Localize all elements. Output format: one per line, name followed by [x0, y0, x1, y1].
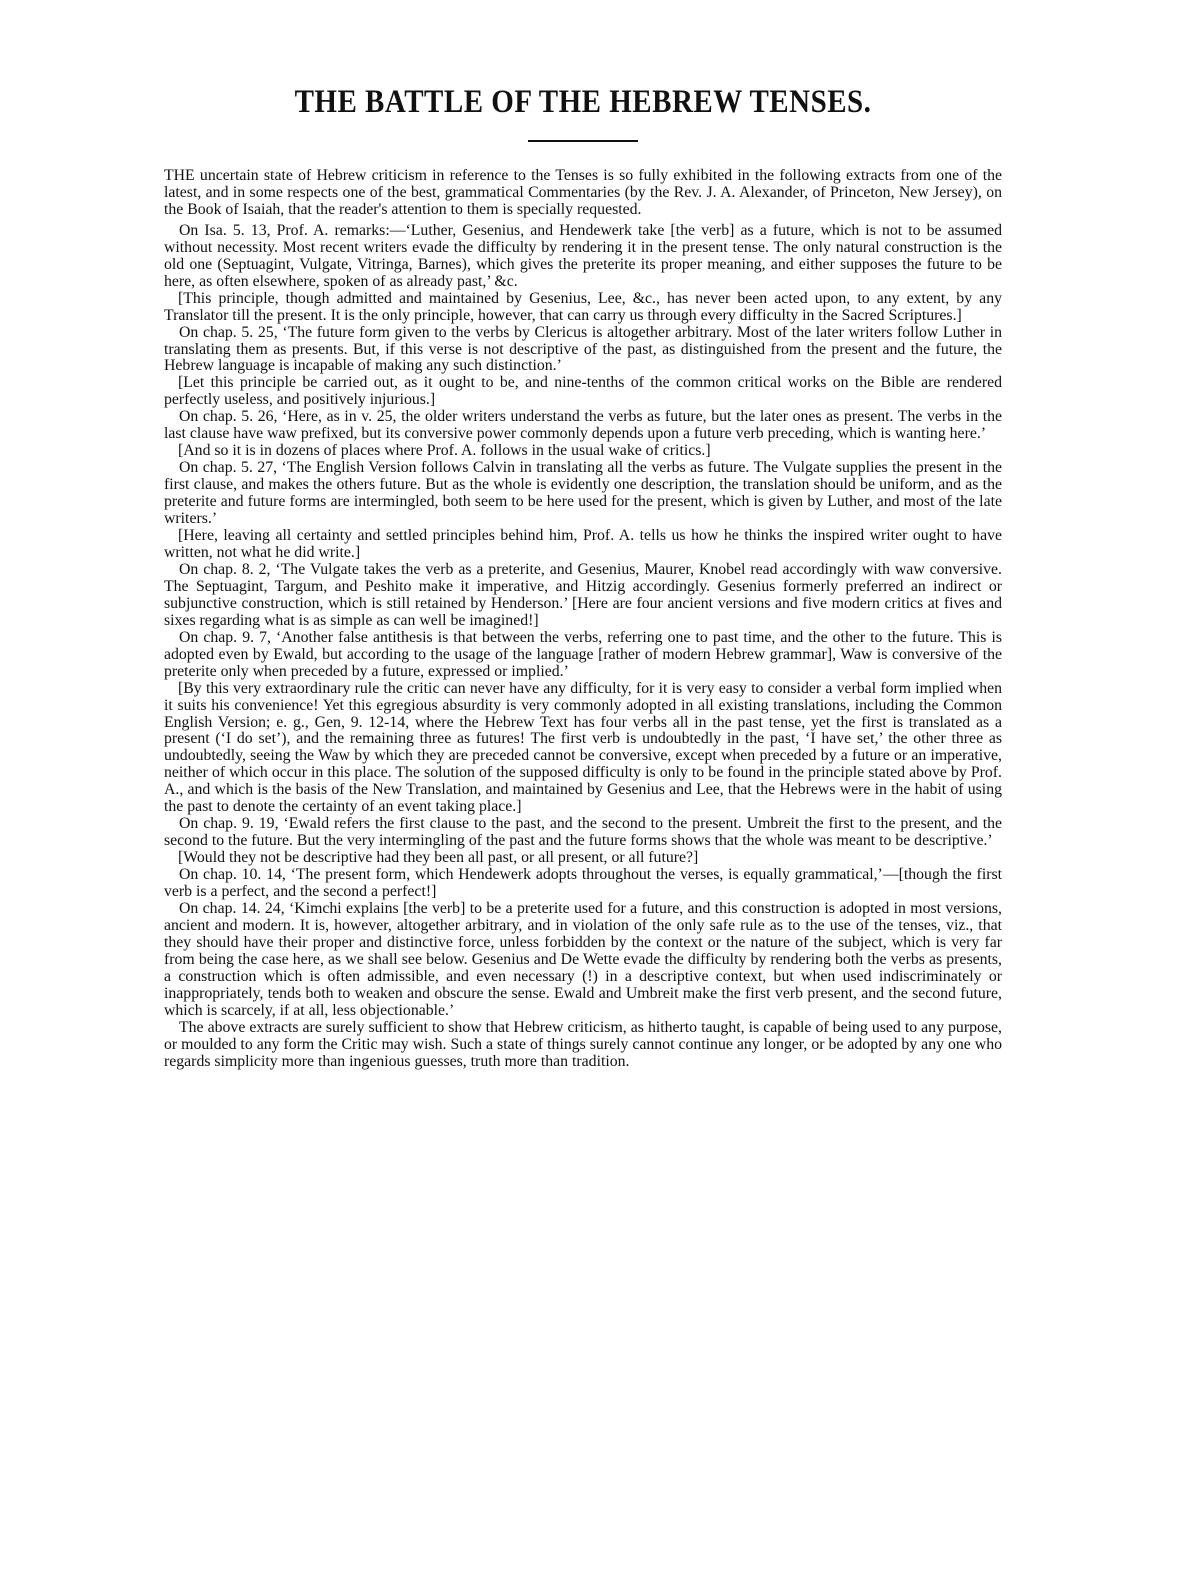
paragraph-chap-8-2: On chap. 8. 2, ‘The Vulgate takes the verb as a preterite, and Gesenius, Maurer, Knobel read accordingly with waw conversive. The Septuagint, Targum, and Peshito make it imperative, and Hitzig accordingly. Gesenius formerly preferred an indirect or subjunctive construction, which is still retained by Henderson.’ [Here are four ancient versions and five modern critics at fives and sixes regarding what is as simple as can well be imagined!]: [164, 560, 1002, 629]
paragraph-chap-5-25: On chap. 5. 25, ‘The future form given to the verbs by Clericus is altogether arbitrary. Most of the later writers follow Luther in translating them as presents. But, if this verse is not descriptive of the past, as distinguished from the present and the future, the Hebrew language is incapable of making any such distinction.’: [164, 323, 1002, 375]
paragraph-comment: [And so it is in dozens of places where Prof. A. follows in the usual wake of critics.]: [178, 442, 711, 460]
page-title: THE BATTLE OF THE HEBREW TENSES.: [294, 84, 872, 121]
page: [164, 82, 1002, 1071]
paragraph-comment: [Here, leaving all certainty and settled principles behind him, Prof. A. tells us how he thinks the inspired writer ought to have written, not what he did write.]: [164, 527, 1002, 561]
title-rule: [528, 140, 638, 142]
paragraph-comment: [Let this principle be carried out, as it ought to be, and nine-tenths of the common critical works on the Bible are rendered perfectly useless, and positively injurious.]: [164, 374, 1002, 409]
paragraph-chap-5-26: On chap. 5. 26, ‘Here, as in v. 25, the older writers understand the verbs as future, but the later ones as present. The verbs in the last clause have waw prefixed, but its conversive power commonly depends upon a future verb preceding, which is wanting here.’: [164, 408, 1002, 443]
paragraph-chap-9-7: On chap. 9. 7, ‘Another false antithesis is that between the verbs, referring one to past time, and the other to the future. This is adopted even by Ewald, but according to the usage of the language [rather of modern Hebrew grammar], Waw is conversive of the preterite only when preceded by a future, expressed or implied.’: [164, 628, 1002, 680]
paragraph-chap-5-27: On chap. 5. 27, ‘The English Version follows Calvin in translating all the verbs as future. The Vulgate supplies the present in the first clause, and makes the others future. But as the whole is evidently one description, the translation should be uniform, and as the preterite and future forms are intermingled, both seem to be here used for the present, which is given by Luther, and most of the late writers.’: [164, 459, 1002, 528]
paragraph-chap-14-24: On chap. 14. 24, ‘Kimchi explains [the verb] to be a preterite used for a future, and this construction is adopted in most versions, ancient and modern. It is, however, altogether arbitrary, and in violation of the only safe rule as to the use of the tenses, viz., that they should have their proper and distinctive force, unless forbidden by the context or the nature of the subject, which is very far from being the case here, as we shall see below. Gesenius and De Wette evade the difficulty by rendering both the verbs as presents, a construction which is often admissible, and even necessary (!) in a descriptive context, but when used indiscriminately or inappropriately, tends both to weaken and obscure the sense. Ewald and Umbreit make the first verb present, and the second future, which is scarcely, if at all, less objectionable.’: [164, 899, 1002, 1019]
paragraph-comment: [By this very extraordinary rule the critic can never have any difficulty, for it is very easy to consider a verbal form implied when it suits his convenience! Yet this egregious absurdity is very commonly adopted in all existing translations, including the Common English Version; e. g., Gen, 9. 12-14, where the Hebrew Text has four verbs all in the past tense, yet the first is translated as a present (‘I do set’), and the remaining three as futures! The first verb is undoubtedly in the past, ‘I have set,’ the other three as undoubtedly, seeing the Waw by which they are preceded cannot be conversive, except when preceded by a future or an imperative, neither of which occur in this place. The solution of the supposed difficulty is only to be found in the principle stated above by Prof. A., and which is the basis of the New Translation, and maintained by Gesenius and Lee, that the Hebrews were in the habit of using the past to denote the certainty of an event taking place.]: [164, 679, 1002, 816]
paragraph-comment: [Would they not be descriptive had they been all past, or all present, or all future?]: [178, 849, 699, 867]
paragraph-comment: [This principle, though admitted and maintained by Gesenius, Lee, &c., has never been acted upon, to any extent, by any Translator till the present. It is the only principle, however, that can carry us through every difficulty in the Sacred Scriptures.]: [164, 289, 1002, 324]
paragraph-chap-9-19: On chap. 9. 19, ‘Ewald refers the first clause to the past, and the second to the present. Umbreit the first to the present, and the second to the future. But the very intermingling of the past and the future forms shows that the whole was meant to be descriptive.’: [164, 815, 1002, 850]
paragraph-isa-5-13: On Isa. 5. 13, Prof. A. remarks:—‘Luther, Gesenius, and Hendewerk take [the verb] as a future, which is not to be assumed without necessity. Most recent writers evade the difficulty by rendering it in the present tense. The only natural construction is the old one (Septuagint, Vulgate, Vitringa, Barnes), which gives the preterite its proper meaning, and either supposes the future to be here, as often elsewhere, spoken of as already past,’ &c.: [164, 221, 1002, 290]
paragraph-intro: THE uncertain state of Hebrew criticism in reference to the Tenses is so fully exhibited in the following extracts from one of the latest, and in some respects one of the best, grammatical Commentaries (by the Rev. J. A. Alexander, of Princeton, New Jersey), on the Book of Isaiah, that the reader's attention to them is specially requested.: [164, 167, 1002, 218]
article-body: [164, 168, 1002, 1071]
paragraph-conclusion: The above extracts are surely sufficient to show that Hebrew criticism, as hitherto taught, is capable of being used to any purpose, or moulded to any form the Critic may wish. Such a state of things surely cannot continue any longer, or be adopted by any one who regards simplicity more than ingenious guesses, truth more than tradition.: [164, 1018, 1002, 1070]
paragraph-chap-10-14: On chap. 10. 14, ‘The present form, which Hendewerk adopts throughout the verses, is equally grammatical,’—[though the first verb is a perfect, and the second a perfect!]: [164, 866, 1002, 901]
